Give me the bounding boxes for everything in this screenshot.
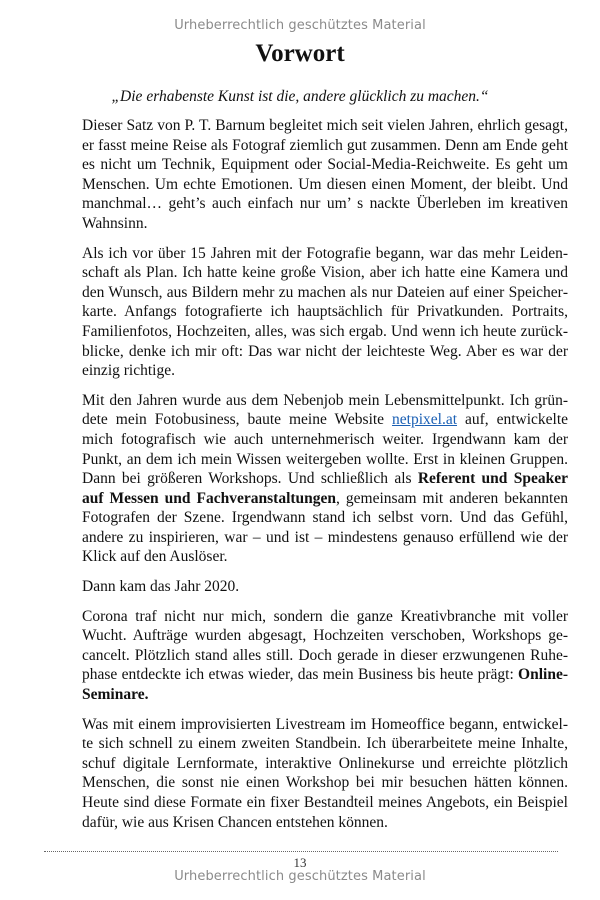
footer-divider [44,851,558,852]
paragraph-4: Dann kam das Jahr 2020. [82,578,240,596]
paragraph-3-text-b: auf, entwickelte mich fotografisch wie auch unternehmerisch weiter. Irgendwann kam der Punkt, an dem ich mein Wissen weitergeben wollte. Erst in kleinen Gruppen. Dann bei größeren Workshops. Und schließlich als [82,411,569,488]
body-text [82,116,568,842]
paragraph-5-bold: Online-Seminare. [82,666,568,704]
paragraph-3-bold: Referent und Speaker auf Messen und Fachveranstaltungen [82,470,568,507]
watermark-top: Urheberrechtlich geschütztes Material [174,18,426,33]
paragraph-2: Als ich vor über 15 Jahren mit der Fotografie begann, war das mehr Leidenschaft als Plan. Ich hatte keine große Vision, aber ich hatte eine Kamera und den Wunsch, aus Bildern mehr zu machen als nur Dateien auf einer Speicherkarte. Anfangs fotografierte ich hauptsächlich für Privatkunden. Portraits, Familienfotos, Hochzeiten, alles, was sich ergab. Und wenn ich heute zurückblicke, denke ich mir oft: Das war nicht der leichteste Weg. Aber es war der einzig richtige. [82,244,568,380]
paragraph-6: Was mit einem improvisierten Livestream im Homeoffice begann, entwickelte sich schnell zu einem zweiten Standbein. Ich überarbeitete meine Inhalte, schuf digitale Lernformate, interaktive Onlinekurse und erreichte plötzlich Menschen, die sonst nie einen Workshop bei mir besuchen hätten können. Heute sind diese Formate ein fixer Bestandteil meines Angebots, ein Beispiel dafür, wie aus Krisen Chancen entstehen können. [82,715,568,831]
page-number: 13 [293,855,307,870]
paragraph-3-text-c: , gemeinsam mit anderen bekannten Fotografen der Szene. Irgendwann stand ich selbst vorn. Und das Gefühl, andere zu inspirieren, war – und ist – mindestens genauso erfüllend wie der Klick auf den Auslöser. [82,489,568,566]
watermark-bottom: Urheberrechtlich geschütztes Material [174,869,426,884]
paragraph-3-text-a: Mit den Jahren wurde aus dem Nebenjob mein Lebensmittelpunkt. Ich gründete mein Fotobusiness, baute meine Website [82,391,568,429]
paragraph-5 [82,607,568,705]
paragraph-3 [82,391,568,567]
page-title: Vorwort [255,40,345,67]
website-link[interactable]: netpixel.at [392,411,458,429]
paragraph-5-text: Corona traf nicht nur mich, sondern die ganze Kreativbranche mit voller Wucht. Aufträge wurden abgesagt, Hochzeiten verschoben, Workshops gecancelt. Plötzlich stand alles still. Doch gerade in dieser erzwungenen Ruhephase entdeckte ich etwas wieder, das mein Business bis heute prägt: [82,607,568,684]
motto-quote: „Die erhabenste Kunst ist die, andere glücklich zu machen.“ [111,88,489,105]
paragraph-1: Dieser Satz von P. T. Barnum begleitet mich seit vielen Jahren, ehrlich gesagt, er fasst meine Reise als Fotograf ziemlich gut zusammen. Denn am Ende geht es nicht um Technik, Equipment oder Social-Media-Reichweite. Es geht um Menschen. Um echte Emotionen. Um diesen einen Moment, der bleibt. Und manchmal… geht’s auch einfach nur um’ s nackte Überleben im kreativen Wahnsinn. [82,117,568,232]
